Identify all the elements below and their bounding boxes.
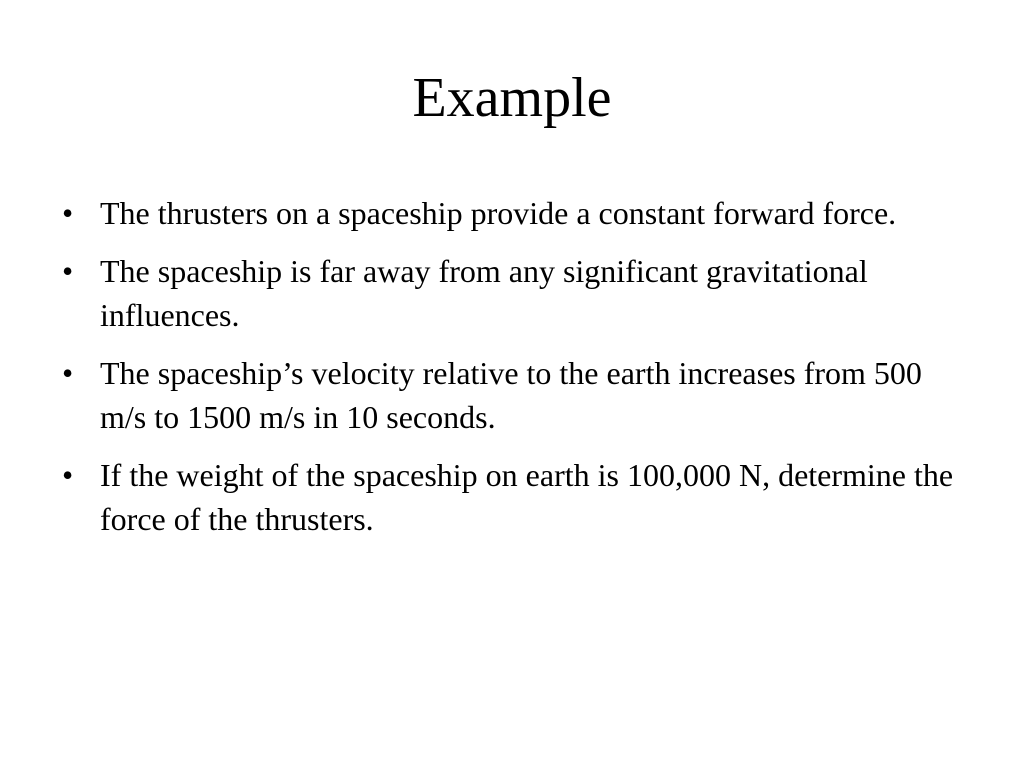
slide-title: Example xyxy=(412,67,612,129)
bullet-text: The thrusters on a spaceship provide a constant forward force. xyxy=(100,195,897,231)
bullet-icon: • xyxy=(62,457,74,493)
bullet-icon: • xyxy=(62,253,74,289)
bullet-icon: • xyxy=(62,355,74,391)
bullet-item-gravity xyxy=(58,249,958,337)
bullet-icon: • xyxy=(62,195,74,231)
bullet-text: The spaceship’s velocity relative to the earth increases from 500 m/s to 1500 m/s in 10 seconds. xyxy=(100,355,922,435)
bullet-item-question xyxy=(58,453,958,541)
bullet-list xyxy=(58,191,958,555)
bullet-item-thrusters xyxy=(58,191,958,235)
bullet-item-velocity xyxy=(58,351,958,439)
bullet-text: If the weight of the spaceship on earth is 100,000 N, determine the force of the thrusters. xyxy=(100,457,954,537)
bullet-text: The spaceship is far away from any significant gravitational influences. xyxy=(100,253,868,333)
